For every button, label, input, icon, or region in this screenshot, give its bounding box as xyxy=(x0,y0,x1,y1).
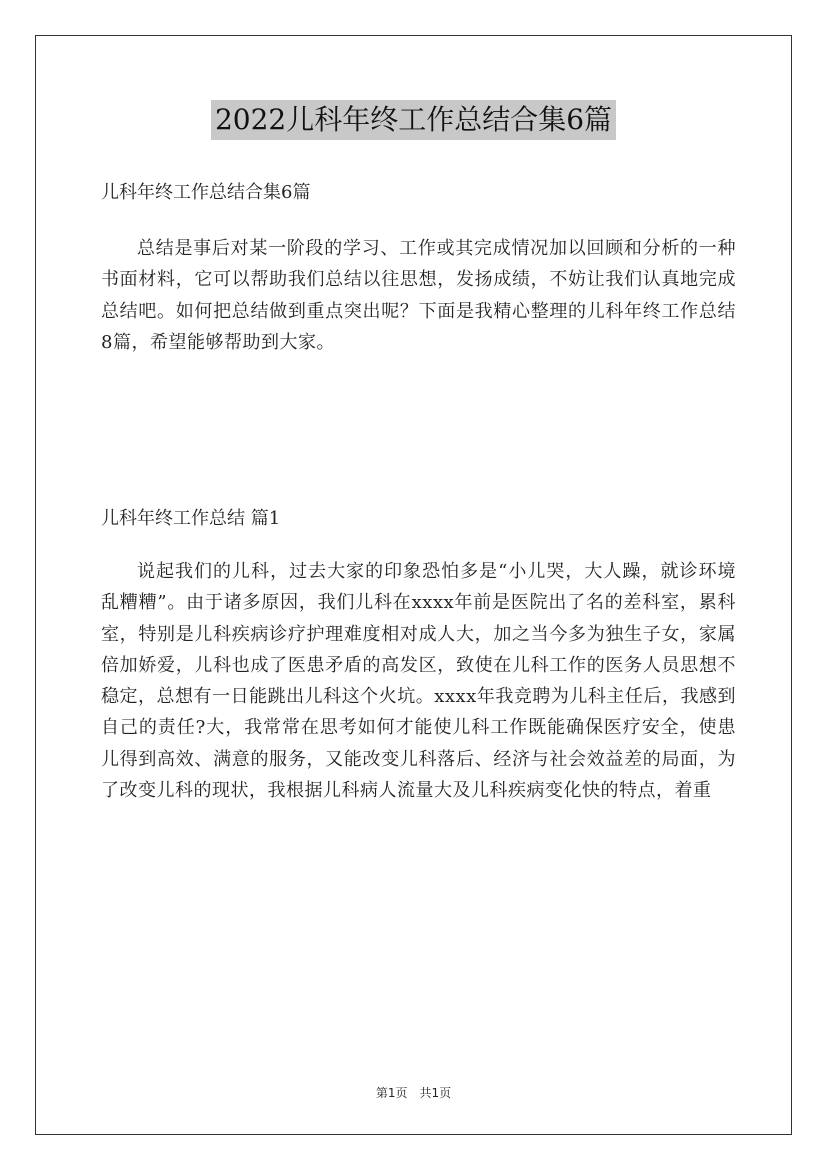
section-heading: 儿科年终工作总结 篇1 xyxy=(101,508,281,529)
document-title: 2022儿科年终工作总结合集6篇 xyxy=(211,100,616,140)
intro-paragraph: 总结是事后对某一阶段的学习、工作或其完成情况加以回顾和分析的一种书面材料，它可以帮助我们总结以往思想，发扬成绩，不妨让我们认真地完成总结吧。如何把总结做到重点突出呢？下面是我精心整理的儿科年终工作总结8篇，希望能够帮助到大家。 xyxy=(101,238,736,354)
title-container xyxy=(0,100,827,140)
section-body-paragraph: 说起我们的儿科，过去大家的印象恐怕多是“小儿哭，大人躁，就诊环境乱糟糟”。由于诸多原因，我们儿科在xxxx年前是医院出了名的差科室，累科室，特别是儿科疾病诊疗护理难度相对成人大，加之当今多为独生子女，家属倍加娇爱，儿科也成了医患矛盾的高发区，致使在儿科工作的医务人员思想不稳定，总想有一日能跳出儿科这个火坑。xxxx年我竞聘为儿科主任后，我感到自己的责任?大，我常常在思考如何才能使儿科工作既能确保医疗安全，使患儿得到高效、满意的服务，又能改变儿科落后、经济与社会效益差的局面，为了改变儿科的现状，我根据儿科病人流量大及儿科疾病变化快的特点，着重 xyxy=(101,561,736,802)
document-subtitle: 儿科年终工作总结合集6篇 xyxy=(101,182,311,203)
page-footer: 第1页 共1页 xyxy=(375,1086,452,1100)
